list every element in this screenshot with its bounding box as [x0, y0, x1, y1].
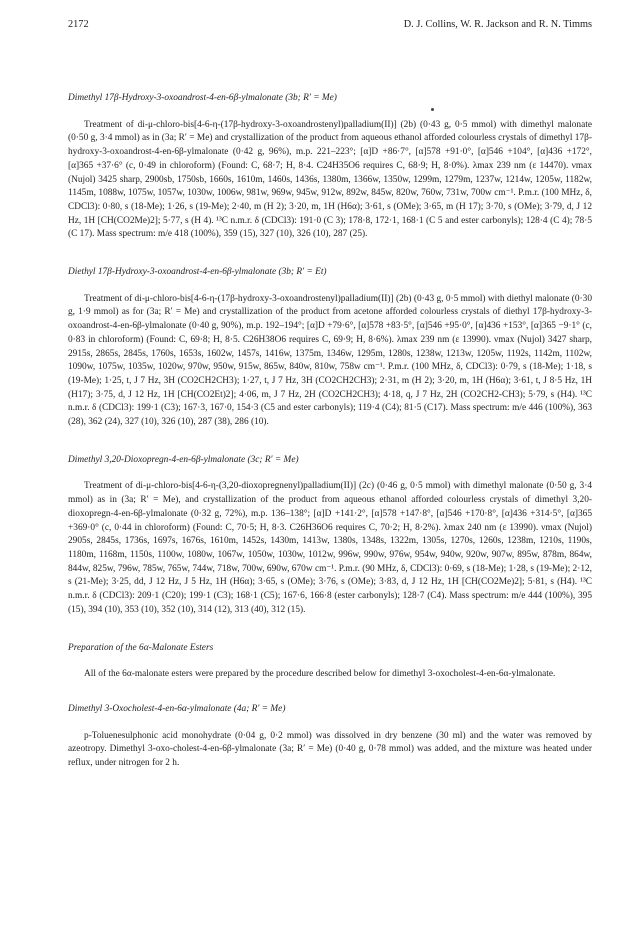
paragraph: Treatment of di-μ-chloro-bis[4-6-η-(17β-hydroxy-3-oxoandrostenyl)palladium(II)] (2b) (0·43 g, 0·5 mmol) with diethyl malonate (0·30 g, 1·9 mmol) as for (3a; R′ = Me) and crystallization of the product from acetone afforded colourless crystals of diethyl 17β-hydroxy-3-oxoandrost-4-en-6β-ylmalonate (0·40 g, 90%), m.p. 192–194°; [α]D +79·6°, [α]578 +83·5°, [α]546 +95·0°, [α]436 +153°, [α]365 −9·1° (c, 0·83 in chloroform) (Found: C, 69·8; H, 8·5. C26H38O6 requires C, 69·9; H, 8·6%). λmax 239 nm (ε 13990). νmax (Nujol) 3427 sharp, 2915s, 2865s, 2845s, 1760s, 1653s, 1602w, 1457s, 1416w, 1375m, 1346w, 1295m, 1280s, 1238w, 1213w, 1205w, 1192s, 1142m, 1102w, 1090w, 1075w, 1035w, 1020w, 970w, 950w, 915w, 865w, 840w, 810w, 758w cm⁻¹. P.m.r. (100 MHz, δ, CDCl3): 0·79, s (18-Me); 1·18, s (19-Me); 1·25, t, J 7 Hz, 3H (CO2CH2CH3); 1·27, t, J 7 Hz, 3H (CO2CH2CH3); 2·31, m (H 2); 3·20, m, 1H (H6α); 3·61, t, J 8·5 Hz, 1H (H17); 3·75, d, J 12 Hz, 1H [CH(CO2Et)2]; 4·06, m, J 7 Hz, 2H (CO2CH2CH3); 4·18, q, J 7 Hz, 2H (CO2CH2-CH3); 5·79, s (H4). ¹³C n.m.r. δ (CDCl3): 199·1 (C3); 167·3, 167·0, 154·3 (C5 and ester carbonyls); 119·4 (C4); 81·5 (C17). Mass spectrum: m/e 446 (100%), 363 (28), 362 (24), 327 (10), 326 (10), 287 (38), 286 (10).: [68, 293, 592, 428]
page-number: 2172: [68, 19, 89, 30]
section-heading: Diethyl 17β-Hydroxy-3-oxoandrost-4-en-6β-ylmalonate (3b; R′ = Et): [68, 267, 327, 278]
section-3b-me: [68, 92, 592, 242]
paragraph: Treatment of di-μ-chloro-bis[4-6-η-(3,20-dioxopregnenyl)palladium(II)] (2c) (0·46 g, 0·5 mmol) with dimethyl malonate (0·50 g, 3·4 mmol) as in (3a; R′ = Me), and crystallization of the product from aqueous ethanol afforded colourless crystals of dimethyl 3,20-dioxopregn-4-en-6β-ylmalonate (0·32 g, 72%), m.p. 136–138°; [α]D +141·2°, [α]578 +147·8°, [α]546 +170·8°, [α]436 +314·5°, [α]365 +369·0° (c, 0·44 in chloroform) (Found: C, 70·5; H, 8·3. C26H36O6 requires C, 70·2; H, 8·2%). λmax 240 nm (ε 13990). νmax (Nujol) 2905s, 2845s, 1736s, 1697s, 1676s, 1610m, 1452s, 1430m, 1413w, 1380s, 1348s, 1322m, 1305s, 1270s, 1260s, 1238m, 1210s, 1190s, 1180m, 1168m, 1150s, 1100w, 1080w, 1067w, 1050w, 1030w, 1012w, 996w, 990w, 976w, 954w, 940w, 920w, 907w, 895w, 878m, 864w, 844w, 825w, 796w, 785w, 765w, 744w, 718w, 700w, 690w, 670w cm⁻¹. P.m.r. (90 MHz, δ, CDCl3): 0·69, s (18-Me); 1·28, s (19-Me); 2·12, s (21-Me); 3·25, dd, J 12 Hz, J 5 Hz, 1H (H6α); 3·65, s (OMe); 3·76, s (OMe); 3·83, d, J 12 Hz, 1H [CH(CO2Me)2]; 5·81, s (H4). ¹³C n.m.r. δ (CDCl3): 209·1 (C20); 199·1 (C3); 168·1 (C5); 167·6, 166·8 (ester carbonyls); 128·7 (C4). Mass spectrum: m/e 444 (100%), 395 (15), 394 (10), 353 (10), 352 (10), 314 (12), 313 (40), 312 (15).: [68, 481, 592, 615]
section-heading: Preparation of the 6α-Malonate Esters: [68, 642, 214, 653]
running-authors: D. J. Collins, W. R. Jackson and R. N. Timms: [403, 19, 592, 30]
section-heading: Dimethyl 3-Oxocholest-4-en-6α-ylmalonate (4a; R′ = Me): [68, 703, 286, 714]
paragraph: Treatment of di-μ-chloro-bis[4-6-η-(17β-hydroxy-3-oxoandrostenyl)palladium(II)] (2b) (0·43 g, 0·5 mmol) with dimethyl malonate (0·50 g, 3·4 mmol) as in (3a; R′ = Me) and crystallization of the product from aqueous ethanol afforded colourless crystals of dimethyl 17β-hydroxy-3-oxoandrost-4-en-6β-ylmalonate (0·42 g, 96%), m.p. 221–223°; [α]D +86·7°, [α]578 +91·0°, [α]546 +104°, [α]436 +172°, [α]365 +37·6° (c, 0·49 in chloroform) (Found: C, 68·7; H, 8·4. C24H35O6 requires C, 68·9; H, 8·0%). λmax 239 nm (ε 14470). νmax (Nujol) 3425 sharp, 2900sb, 1750sb, 1660s, 1610m, 1460s, 1436s, 1380m, 1366w, 1350w, 1299m, 1279m, 1237w, 1214w, 1205w, 1182w, 1145m, 1088w, 1075w, 1057w, 1030w, 1006w, 981w, 969w, 945w, 912w, 892w, 845w, 820w, 760w, 731w, 700w cm⁻¹. P.m.r. (100 MHz, δ, CDCl3): 0·80, s (18-Me); 1·26, s (19-Me); 2·40, m (H 2); 3·20, m, 1H (H6α); 3·61, s (OMe); 3·65, m (H 17); 3·70, s (OMe); 3·79, d, J 12 Hz, 1H [CH(CO2Me)2]; 5·77, s (H 4). ¹³C n.m.r. δ (CDCl3): 191·0 (C 3); 178·8, 172·1, 168·1 (C 5 and ester carbonyls); 128·4 (C 4); 78·5 (C 17). Mass spectrum: m/e 418 (100%), 359 (15), 327 (10), 326 (10), 287 (25).: [68, 119, 592, 240]
section-heading: Dimethyl 3,20-Dioxopregn-4-en-6β-ylmalonate (3c; R′ = Me): [68, 454, 299, 465]
paragraph: p-Toluenesulphonic acid monohydrate (0·04 g, 0·2 mmol) was dissolved in dry benzene (30 ml) and the water was removed by azeotropy. Dimethyl 3-oxo-cholest-4-en-6β-ylmalonate (3a; R′ = Me) (0·40 g, 0·78 mmol) was added, and the mixture was heated under reflux, under nitrogen for 2 h.: [68, 730, 592, 769]
section-3c-me: [68, 454, 592, 618]
article-body: [68, 92, 592, 771]
section-4a-me: [68, 703, 592, 771]
section-3b-et: [68, 266, 592, 430]
running-header: [68, 19, 592, 35]
section-6alpha-preparation: [68, 642, 592, 682]
paragraph: All of the 6α-malonate esters were prepared by the procedure described below for dimethyl 3-oxocholest-4-en-6α-ylmalonate.: [84, 669, 556, 680]
section-heading: Dimethyl 17β-Hydroxy-3-oxoandrost-4-en-6β-ylmalonate (3b; R′ = Me): [68, 93, 337, 103]
